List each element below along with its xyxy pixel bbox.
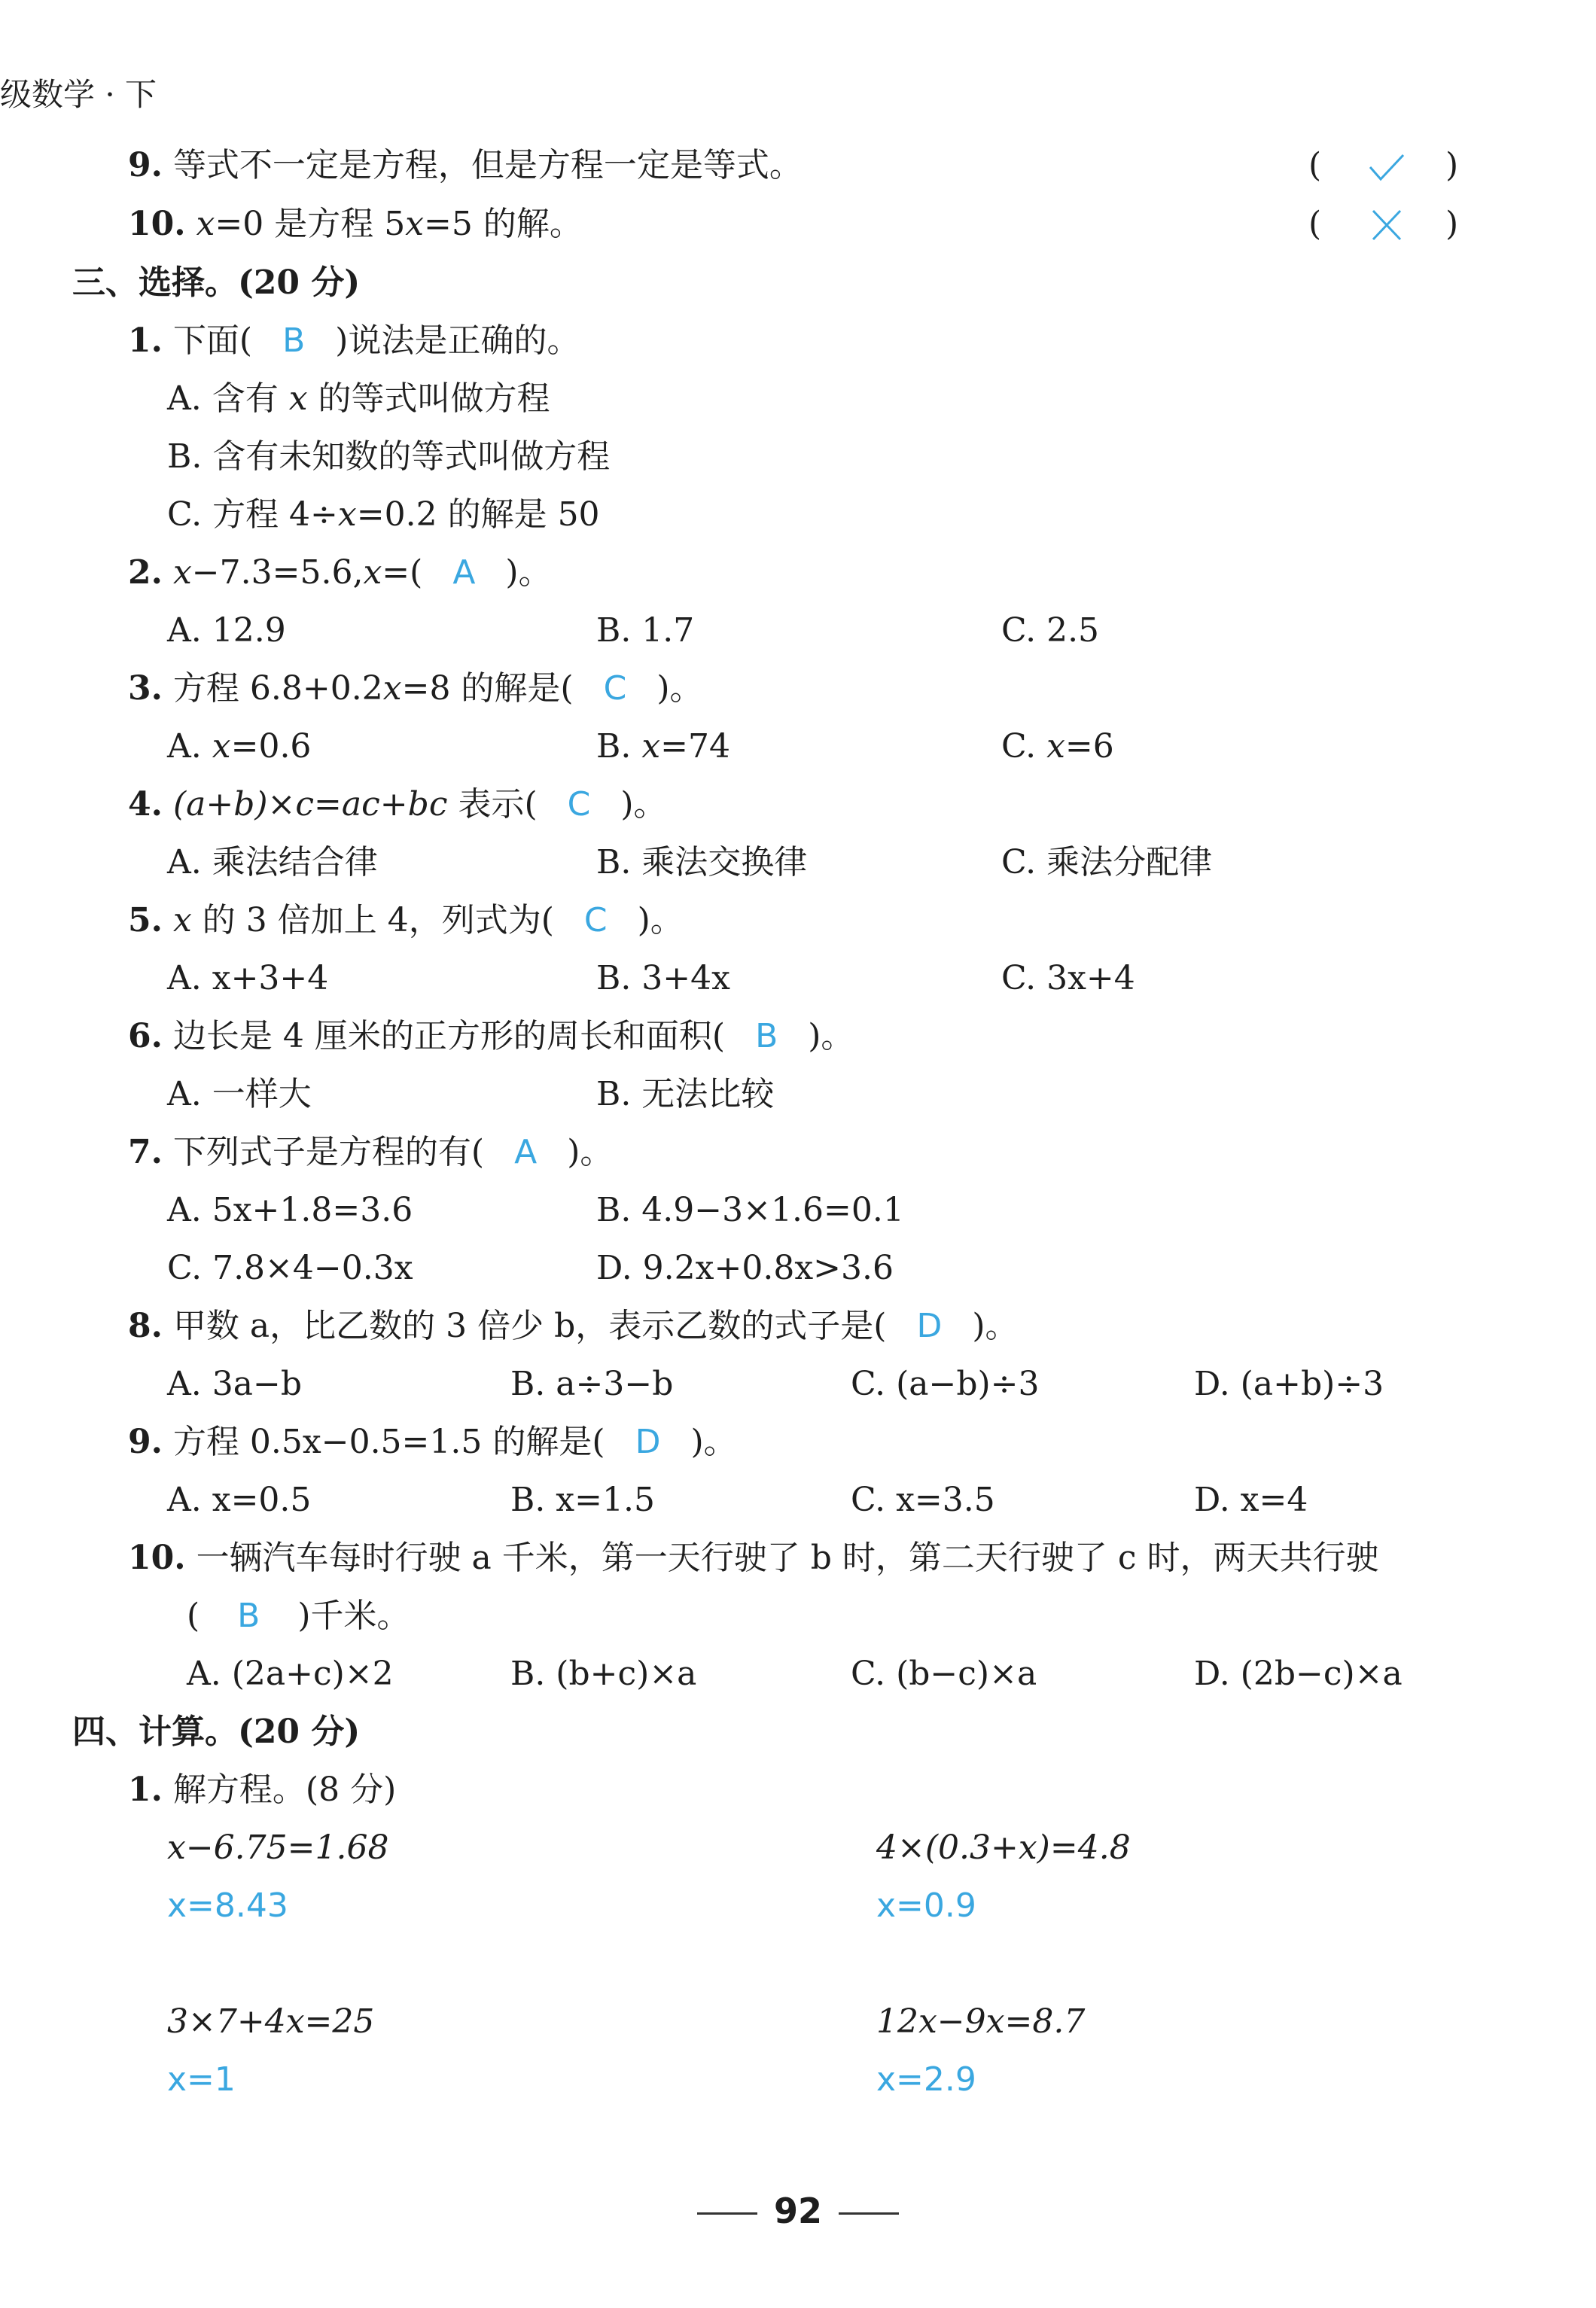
option-a: A. 含有 x 的等式叫做方程 xyxy=(167,379,550,418)
page-number: 92 xyxy=(0,2191,1596,2231)
question-10-blank: ( B )千米。 xyxy=(187,1597,410,1635)
answer: A xyxy=(452,553,476,592)
section-title: 三、选择。(20 分) xyxy=(72,263,361,302)
option-b: B. 3+4x xyxy=(596,959,730,997)
option-b: B. a÷3−b xyxy=(510,1365,674,1403)
equation-1: x−6.75=1.68 xyxy=(167,1828,389,1867)
option-a: A. 12.9 xyxy=(167,611,286,650)
answer: D xyxy=(916,1307,943,1345)
answer: B xyxy=(282,321,306,360)
option-d: D. (a+b)÷3 xyxy=(1194,1365,1384,1403)
check-icon xyxy=(1364,148,1409,190)
choice-question-5: 5. x 的 3 倍加上 4，列式为( C )。 xyxy=(128,901,684,939)
option-c: C. 3x+4 xyxy=(1001,959,1135,997)
option-a: A. 5x+1.8=3.6 xyxy=(167,1191,413,1229)
option-a: A. x+3+4 xyxy=(167,959,329,997)
question-number: 10. xyxy=(128,205,186,243)
option-a: A. (2a+c)×2 xyxy=(187,1655,394,1693)
option-a: A. x=0.5 xyxy=(167,1481,312,1519)
option-b: B. 1.7 xyxy=(596,611,695,650)
option-c: C. (b−c)×a xyxy=(851,1655,1037,1693)
option-a: A. x=0.6 xyxy=(167,727,312,766)
equation-1-answer: x=8.43 xyxy=(167,1886,288,1925)
answer: C xyxy=(583,901,608,939)
option-b: B. 乘法交换律 xyxy=(596,843,808,881)
answer: B xyxy=(755,1017,778,1055)
option-a: A. 乘法结合律 xyxy=(167,843,378,881)
option-d: D. x=4 xyxy=(1194,1481,1308,1519)
equation-2: 4×(0.3+x)=4.8 xyxy=(876,1828,1131,1867)
equation-4-answer: x=2.9 xyxy=(876,2060,976,2099)
divider xyxy=(697,2212,757,2215)
option-a: A. 3a−b xyxy=(167,1365,303,1403)
option-c: C. (a−b)÷3 xyxy=(851,1365,1040,1403)
judge-question-9 xyxy=(128,145,803,187)
option-c: C. x=6 xyxy=(1001,727,1114,766)
choice-question-6: 6. 边长是 4 厘米的正方形的周长和面积( B )。 xyxy=(128,1017,854,1055)
choice-question-10: 10. 一辆汽车每时行驶 a 千米，第一天行驶了 b 时，第二天行驶了 c 时，两天共行驶 xyxy=(128,1539,1379,1577)
option-c: C. x=3.5 xyxy=(851,1481,995,1519)
choice-question-1: 1. 下面( B )说法是正确的。 xyxy=(128,321,580,360)
choice-question-3: 3. 方程 6.8+0.2x=8 的解是( C )。 xyxy=(128,669,703,708)
option-a: A. 一样大 xyxy=(167,1075,312,1113)
cross-icon xyxy=(1364,205,1409,247)
option-b: B. 4.9−3×1.6=0.1 xyxy=(596,1191,904,1229)
answer: B xyxy=(237,1597,260,1635)
answer: A xyxy=(514,1133,538,1171)
section-title: 四、计算。(20 分) xyxy=(72,1713,361,1751)
answer: C xyxy=(567,785,591,824)
close-paren: ) xyxy=(1445,205,1459,243)
judge-question-10: 10. x=0 是方程 5x=5 的解。 xyxy=(128,205,583,243)
choice-question-8: 8. 甲数 a，比乙数的 3 倍少 b，表示乙数的式子是( D )。 xyxy=(128,1307,1019,1345)
open-paren: ( xyxy=(1308,146,1322,184)
question-number: 9. xyxy=(128,146,163,184)
equation-4: 12x−9x=8.7 xyxy=(876,2002,1086,2041)
question-text: 等式不一定是方程，但是方程一定是等式。 xyxy=(172,146,803,184)
equation-3: 3×7+4x=25 xyxy=(167,2002,375,2041)
equation-3-answer: x=1 xyxy=(167,2060,236,2099)
choice-question-2: 2. x−7.3=5.6,x=( A )。 xyxy=(128,553,552,592)
choice-question-7: 7. 下列式子是方程的有( A )。 xyxy=(128,1133,614,1171)
option-b: B. 无法比较 xyxy=(596,1075,775,1113)
page-header: 级数学 · 下 xyxy=(0,76,157,113)
option-d: D. 9.2x+0.8x>3.6 xyxy=(596,1249,894,1287)
answer: C xyxy=(603,669,627,708)
option-d: D. (2b−c)×a xyxy=(1194,1655,1403,1693)
choice-question-9: 9. 方程 0.5x−0.5=1.5 的解是( D )。 xyxy=(128,1423,737,1461)
option-b: B. (b+c)×a xyxy=(510,1655,697,1693)
option-b: B. 含有未知数的等式叫做方程 xyxy=(167,437,611,476)
close-paren: ) xyxy=(1445,146,1459,184)
option-c: C. 乘法分配律 xyxy=(1001,843,1213,881)
option-c: C. 2.5 xyxy=(1001,611,1100,650)
divider xyxy=(839,2212,899,2215)
open-paren: ( xyxy=(1308,205,1322,243)
answer: D xyxy=(635,1423,661,1461)
option-c: C. 7.8×4−0.3x xyxy=(167,1249,413,1287)
calc-question-1: 1. 解方程。(8 分) xyxy=(128,1771,397,1809)
equation-2-answer: x=0.9 xyxy=(876,1886,976,1925)
option-b: B. x=74 xyxy=(596,727,730,766)
choice-question-4: 4. (a+b)×c=ac+bc 表示( C )。 xyxy=(128,785,667,824)
option-b: B. x=1.5 xyxy=(510,1481,655,1519)
option-c: C. 方程 4÷x=0.2 的解是 50 xyxy=(167,495,600,534)
